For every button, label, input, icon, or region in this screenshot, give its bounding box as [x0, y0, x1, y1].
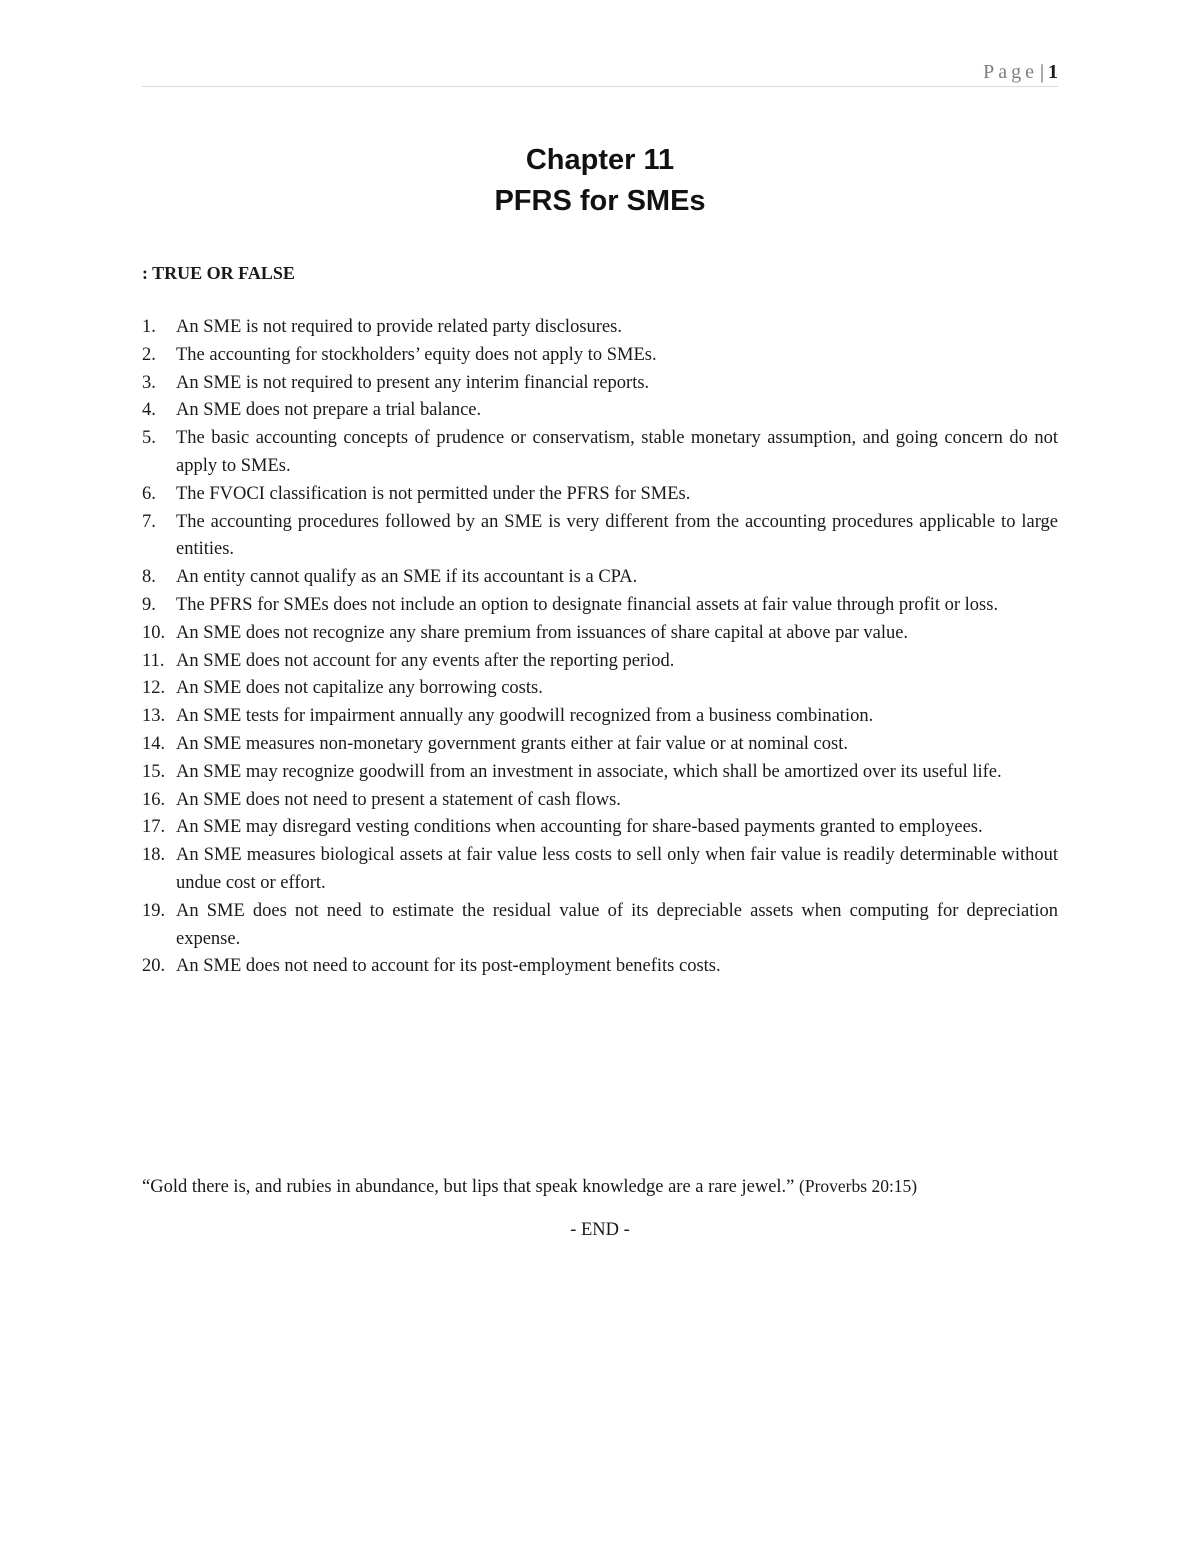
item-number: 7.	[142, 511, 156, 532]
item-text: An SME may recognize goodwill from an investment in associate, which shall be amortized over its useful life.	[176, 761, 1002, 782]
item-number: 14.	[142, 733, 166, 754]
list-item	[142, 481, 1058, 509]
item-text: An SME may disregard vesting conditions when accounting for share-based payments granted to employees.	[176, 817, 983, 838]
item-text: An SME tests for impairment annually any goodwill recognized from a business combination.	[176, 706, 874, 727]
item-number: 10.	[142, 622, 166, 643]
item-text: The accounting for stockholders’ equity does not apply to SMEs.	[176, 344, 657, 365]
end-marker: - END -	[570, 1220, 630, 1240]
list-item	[142, 759, 1058, 787]
list-item	[142, 814, 1058, 842]
list-item	[142, 509, 1058, 565]
item-text: The PFRS for SMEs does not include an option to designate financial assets at fair value through profit or loss.	[176, 594, 999, 615]
item-text: An SME does not need to present a statement of cash flows.	[176, 789, 621, 810]
chapter-number: Chapter 11	[525, 144, 675, 176]
chapter-subject: PFRS for SMEs	[494, 185, 706, 217]
item-number: 15.	[142, 761, 166, 782]
item-number: 4.	[142, 400, 156, 421]
item-number: 3.	[142, 372, 156, 393]
item-number: 11.	[142, 650, 165, 671]
item-text: The FVOCI classification is not permitted under the PFRS for SMEs.	[176, 483, 691, 504]
item-number: 9.	[142, 594, 156, 615]
quote	[142, 1172, 1058, 1201]
item-number: 19.	[142, 900, 166, 921]
quote-text: “Gold there is, and rubies in abundance, but lips that speak knowledge are a rare jewel.”	[142, 1177, 795, 1197]
list-item	[142, 342, 1058, 370]
item-number: 6.	[142, 483, 156, 504]
item-text: An SME does not prepare a trial balance.	[176, 400, 482, 421]
list-item	[142, 314, 1058, 342]
item-number: 8.	[142, 567, 156, 588]
item-text: The basic accounting concepts of prudence or conservatism, stable monetary assumption, and going concern do not apply to SMEs.	[176, 428, 1058, 476]
page-header	[142, 58, 1058, 87]
list-item	[142, 620, 1058, 648]
list-item	[142, 898, 1058, 954]
section-heading: : TRUE OR FALSE	[142, 263, 295, 283]
list-item	[142, 703, 1058, 731]
item-text: An SME does not capitalize any borrowing costs.	[176, 678, 543, 699]
item-text: An SME measures biological assets at fair value less costs to sell only when fair value is readily determinable without undue cost or effort.	[176, 845, 1058, 893]
list-item	[142, 675, 1058, 703]
item-text: The accounting procedures followed by an SME is very different from the accounting procedures applicable to large entities.	[176, 511, 1058, 560]
list-item	[142, 648, 1058, 676]
list-item	[142, 953, 1058, 981]
item-number: 2.	[142, 344, 156, 365]
item-number: 13.	[142, 706, 166, 727]
item-number: 16.	[142, 789, 166, 810]
item-text: An SME does not account for any events after the reporting period.	[176, 650, 675, 671]
true-false-list	[142, 314, 1058, 981]
list-item	[142, 842, 1058, 898]
item-text: An SME does not need to estimate the residual value of its depreciable assets when computing for depreciation expense.	[176, 900, 1058, 949]
list-item	[142, 592, 1058, 620]
list-item	[142, 787, 1058, 815]
list-item	[142, 425, 1058, 481]
page-separator: |	[1039, 61, 1044, 83]
quote-citation: (Proverbs 20:15)	[799, 1176, 918, 1196]
chapter-title	[142, 140, 1058, 222]
item-text: An SME does not recognize any share premium from issuances of share capital at above par value.	[176, 622, 909, 643]
item-number: 20.	[142, 956, 166, 977]
item-text: An SME is not required to present any interim financial reports.	[176, 372, 650, 393]
list-item	[142, 397, 1058, 425]
item-text: An SME does not need to account for its post-employment benefits costs.	[176, 956, 721, 977]
page-label: Page	[983, 61, 1038, 83]
list-item	[142, 731, 1058, 759]
item-text: An SME measures non-monetary government grants either at fair value or at nominal cost.	[176, 733, 848, 754]
item-number: 12.	[142, 678, 166, 699]
item-number: 17.	[142, 817, 166, 838]
item-number: 5.	[142, 428, 156, 449]
list-item	[142, 564, 1058, 592]
item-text: An SME is not required to provide related party disclosures.	[176, 317, 622, 337]
item-number: 1.	[142, 317, 156, 337]
page-number: 1	[1048, 61, 1058, 83]
item-number: 18.	[142, 845, 166, 866]
item-text: An entity cannot qualify as an SME if its accountant is a CPA.	[176, 567, 638, 588]
list-item	[142, 370, 1058, 398]
